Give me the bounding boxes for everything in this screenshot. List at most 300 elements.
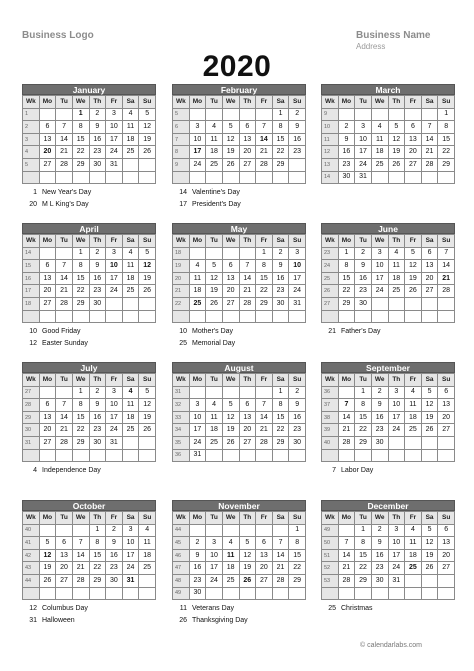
day-cell: 16 xyxy=(89,133,106,146)
day-cell: 29 xyxy=(272,158,289,171)
empty-cell xyxy=(72,587,89,600)
holiday-item xyxy=(324,603,373,615)
week-number: 2 xyxy=(23,121,40,134)
week-number: 12 xyxy=(322,146,339,159)
day-cell: 10 xyxy=(355,133,372,146)
holiday-date: 17 xyxy=(179,201,187,208)
weekday-header-row xyxy=(23,374,156,387)
day-cell: 14 xyxy=(56,411,73,424)
empty-cell xyxy=(239,524,256,537)
empty-cell xyxy=(222,524,239,537)
day-cell: 15 xyxy=(438,133,455,146)
day-cell: 25 xyxy=(122,146,139,159)
weekday-header: We xyxy=(72,374,89,387)
business-name: Business Name xyxy=(356,30,431,41)
empty-cell xyxy=(139,158,156,171)
day-cell: 6 xyxy=(256,537,273,550)
day-cell: 28 xyxy=(56,158,73,171)
day-cell: 29 xyxy=(72,436,89,449)
empty-cell xyxy=(289,310,306,323)
month-table xyxy=(321,511,455,600)
empty-cell xyxy=(289,587,306,600)
day-cell: 20 xyxy=(438,411,455,424)
day-cell: 1 xyxy=(89,524,106,537)
day-cell: 13 xyxy=(39,133,56,146)
day-cell: 3 xyxy=(206,537,223,550)
day-cell: 23 xyxy=(189,574,206,587)
day-cell: 6 xyxy=(405,121,422,134)
day-cell: 11 xyxy=(122,260,139,273)
empty-cell xyxy=(338,524,355,537)
day-cell: 18 xyxy=(139,549,156,562)
day-cell: 20 xyxy=(438,549,455,562)
day-cell: 13 xyxy=(438,399,455,412)
day-cell: 11 xyxy=(206,411,223,424)
day-cell: 21 xyxy=(438,272,455,285)
holiday-date: 10 xyxy=(179,328,187,335)
empty-cell xyxy=(239,108,256,121)
day-cell: 28 xyxy=(421,158,438,171)
holiday-item xyxy=(25,603,88,615)
day-cell: 1 xyxy=(355,524,372,537)
day-cell: 7 xyxy=(272,537,289,550)
empty-cell xyxy=(206,524,223,537)
day-cell: 13 xyxy=(256,549,273,562)
empty-cell xyxy=(122,587,139,600)
day-cell: 25 xyxy=(189,297,206,310)
day-cell: 14 xyxy=(239,272,256,285)
week-row xyxy=(173,146,306,159)
week-number xyxy=(23,310,40,323)
week-number: 22 xyxy=(173,297,190,310)
day-cell: 11 xyxy=(189,272,206,285)
day-cell: 8 xyxy=(272,121,289,134)
day-cell: 14 xyxy=(338,411,355,424)
week-row xyxy=(23,133,156,146)
day-cell: 25 xyxy=(371,158,388,171)
weekday-header: Th xyxy=(239,374,256,387)
day-cell: 1 xyxy=(72,247,89,260)
week-row xyxy=(23,449,156,462)
empty-cell xyxy=(438,449,455,462)
weekday-header: Mo xyxy=(189,512,206,525)
week-row xyxy=(322,260,455,273)
empty-cell xyxy=(89,587,106,600)
weekday-header-row xyxy=(173,235,306,248)
day-cell: 16 xyxy=(106,549,123,562)
day-cell: 11 xyxy=(206,133,223,146)
day-cell: 11 xyxy=(371,133,388,146)
day-cell: 29 xyxy=(438,158,455,171)
week-row xyxy=(23,424,156,437)
week-row xyxy=(322,386,455,399)
week-number: 8 xyxy=(173,146,190,159)
empty-cell xyxy=(89,171,106,184)
day-cell: 3 xyxy=(106,247,123,260)
empty-cell xyxy=(405,587,422,600)
empty-cell xyxy=(39,524,56,537)
empty-cell xyxy=(405,449,422,462)
day-cell: 22 xyxy=(438,146,455,159)
weekday-header: Th xyxy=(239,235,256,248)
day-cell: 15 xyxy=(256,272,273,285)
empty-cell xyxy=(421,436,438,449)
weekday-header: Mo xyxy=(39,374,56,387)
weekday-header: Su xyxy=(289,96,306,109)
footer-credit: © calendarlabs.com xyxy=(360,642,422,649)
day-cell: 19 xyxy=(388,146,405,159)
day-cell: 17 xyxy=(122,549,139,562)
week-number: 13 xyxy=(322,158,339,171)
day-cell: 13 xyxy=(39,411,56,424)
day-cell: 27 xyxy=(438,562,455,575)
day-cell: 18 xyxy=(405,411,422,424)
empty-cell xyxy=(388,297,405,310)
day-cell: 14 xyxy=(421,133,438,146)
empty-cell xyxy=(139,574,156,587)
day-cell: 4 xyxy=(222,537,239,550)
day-cell: 1 xyxy=(72,108,89,121)
day-cell: 12 xyxy=(405,260,422,273)
day-cell: 14 xyxy=(438,260,455,273)
day-cell: 22 xyxy=(338,285,355,298)
week-number: 35 xyxy=(173,436,190,449)
week-row xyxy=(173,537,306,550)
day-cell: 5 xyxy=(421,386,438,399)
weekday-header: Wk xyxy=(173,512,190,525)
empty-cell xyxy=(39,386,56,399)
day-cell: 8 xyxy=(256,260,273,273)
holiday-item xyxy=(175,338,235,350)
holiday-date: 7 xyxy=(332,467,336,474)
weekday-header: Su xyxy=(139,235,156,248)
holiday-list xyxy=(175,603,248,627)
holiday-name: Valentine's Day xyxy=(192,189,240,196)
day-cell: 25 xyxy=(405,424,422,437)
month-title: May xyxy=(172,223,306,234)
day-cell: 30 xyxy=(338,171,355,184)
empty-cell xyxy=(122,310,139,323)
weekday-header: Sa xyxy=(421,374,438,387)
empty-cell xyxy=(421,587,438,600)
day-cell: 7 xyxy=(72,537,89,550)
empty-cell xyxy=(388,310,405,323)
day-cell: 15 xyxy=(72,133,89,146)
day-cell: 7 xyxy=(56,260,73,273)
day-cell: 16 xyxy=(89,272,106,285)
day-cell: 23 xyxy=(89,146,106,159)
day-cell: 23 xyxy=(289,146,306,159)
day-cell: 13 xyxy=(405,133,422,146)
day-cell: 28 xyxy=(256,158,273,171)
day-cell: 20 xyxy=(239,424,256,437)
month-title: April xyxy=(22,223,156,234)
week-number: 44 xyxy=(173,524,190,537)
day-cell: 5 xyxy=(222,399,239,412)
day-cell: 24 xyxy=(189,158,206,171)
day-cell: 21 xyxy=(56,146,73,159)
day-cell: 23 xyxy=(338,158,355,171)
empty-cell xyxy=(239,449,256,462)
day-cell: 28 xyxy=(338,436,355,449)
weekday-header: Th xyxy=(89,374,106,387)
day-cell: 7 xyxy=(438,247,455,260)
empty-cell xyxy=(338,108,355,121)
day-cell: 9 xyxy=(289,399,306,412)
empty-cell xyxy=(438,171,455,184)
empty-cell xyxy=(122,158,139,171)
week-row xyxy=(322,272,455,285)
day-cell: 23 xyxy=(371,562,388,575)
weekday-header: Sa xyxy=(421,512,438,525)
holiday-item xyxy=(175,615,248,627)
week-row xyxy=(23,297,156,310)
day-cell: 30 xyxy=(89,436,106,449)
empty-cell xyxy=(421,574,438,587)
holiday-list xyxy=(175,187,241,211)
day-cell: 14 xyxy=(272,549,289,562)
empty-cell xyxy=(371,310,388,323)
day-cell: 11 xyxy=(122,399,139,412)
holiday-name: Father's Day xyxy=(341,328,381,335)
day-cell: 4 xyxy=(388,247,405,260)
day-cell: 24 xyxy=(106,146,123,159)
holiday-list xyxy=(175,326,235,350)
empty-cell xyxy=(189,171,206,184)
day-cell: 26 xyxy=(239,574,256,587)
empty-cell xyxy=(222,310,239,323)
empty-cell xyxy=(222,449,239,462)
week-number: 17 xyxy=(23,285,40,298)
day-cell: 24 xyxy=(388,562,405,575)
day-cell: 6 xyxy=(56,537,73,550)
day-cell: 30 xyxy=(371,436,388,449)
day-cell: 20 xyxy=(56,562,73,575)
week-number xyxy=(322,449,339,462)
empty-cell xyxy=(189,310,206,323)
empty-cell xyxy=(438,297,455,310)
day-cell: 15 xyxy=(72,272,89,285)
holiday-date: 21 xyxy=(328,328,336,335)
day-cell: 17 xyxy=(189,146,206,159)
day-cell: 25 xyxy=(206,436,223,449)
day-cell: 10 xyxy=(122,537,139,550)
holiday-item xyxy=(25,187,91,199)
day-cell: 17 xyxy=(388,411,405,424)
day-cell: 4 xyxy=(122,108,139,121)
empty-cell xyxy=(222,587,239,600)
weekday-header: Su xyxy=(438,512,455,525)
weekday-header: Mo xyxy=(338,96,355,109)
month-table xyxy=(172,95,306,184)
week-number: 9 xyxy=(173,158,190,171)
weekday-header: Sa xyxy=(272,374,289,387)
weekday-header: Mo xyxy=(338,235,355,248)
week-row xyxy=(173,411,306,424)
day-cell: 18 xyxy=(122,411,139,424)
week-number: 44 xyxy=(23,574,40,587)
week-row xyxy=(173,272,306,285)
empty-cell xyxy=(222,171,239,184)
week-row xyxy=(23,158,156,171)
empty-cell xyxy=(438,587,455,600)
week-row xyxy=(23,537,156,550)
day-cell: 24 xyxy=(122,562,139,575)
holiday-date: 20 xyxy=(29,201,37,208)
holiday-name: Veterans Day xyxy=(192,605,235,612)
empty-cell xyxy=(72,171,89,184)
week-row xyxy=(173,549,306,562)
empty-cell xyxy=(371,587,388,600)
week-number: 21 xyxy=(173,285,190,298)
empty-cell xyxy=(122,436,139,449)
month-december xyxy=(321,500,455,600)
weekday-header: We xyxy=(371,235,388,248)
week-number: 9 xyxy=(322,108,339,121)
week-number: 48 xyxy=(173,574,190,587)
day-cell: 11 xyxy=(405,399,422,412)
week-number: 15 xyxy=(23,260,40,273)
day-cell: 30 xyxy=(106,574,123,587)
day-cell: 26 xyxy=(206,297,223,310)
day-cell: 6 xyxy=(438,386,455,399)
holiday-list xyxy=(25,326,88,350)
day-cell: 23 xyxy=(106,562,123,575)
day-cell: 17 xyxy=(289,272,306,285)
day-cell: 8 xyxy=(72,399,89,412)
month-title: January xyxy=(22,84,156,95)
day-cell: 30 xyxy=(371,574,388,587)
day-cell: 26 xyxy=(405,285,422,298)
day-cell: 26 xyxy=(139,424,156,437)
day-cell: 16 xyxy=(289,411,306,424)
day-cell: 29 xyxy=(89,574,106,587)
week-row xyxy=(173,285,306,298)
day-cell: 15 xyxy=(289,549,306,562)
day-cell: 7 xyxy=(338,537,355,550)
day-cell: 1 xyxy=(355,386,372,399)
day-cell: 22 xyxy=(89,562,106,575)
empty-cell xyxy=(206,247,223,260)
holiday-list xyxy=(25,187,91,211)
day-cell: 28 xyxy=(438,285,455,298)
month-april xyxy=(22,223,156,323)
empty-cell xyxy=(56,310,73,323)
empty-cell xyxy=(371,171,388,184)
empty-cell xyxy=(371,449,388,462)
day-cell: 21 xyxy=(256,146,273,159)
day-cell: 27 xyxy=(438,424,455,437)
day-cell: 24 xyxy=(206,574,223,587)
week-row xyxy=(173,108,306,121)
empty-cell xyxy=(388,587,405,600)
day-cell: 24 xyxy=(388,424,405,437)
empty-cell xyxy=(421,108,438,121)
day-cell: 8 xyxy=(438,121,455,134)
day-cell: 2 xyxy=(371,524,388,537)
empty-cell xyxy=(106,171,123,184)
holiday-list xyxy=(324,603,373,615)
week-row xyxy=(322,171,455,184)
day-cell: 29 xyxy=(355,436,372,449)
empty-cell xyxy=(106,449,123,462)
day-cell: 22 xyxy=(72,146,89,159)
day-cell: 5 xyxy=(139,247,156,260)
day-cell: 24 xyxy=(355,158,372,171)
day-cell: 31 xyxy=(106,436,123,449)
day-cell: 15 xyxy=(72,411,89,424)
month-table xyxy=(321,95,455,184)
week-number: 37 xyxy=(322,399,339,412)
day-cell: 27 xyxy=(239,158,256,171)
day-cell: 10 xyxy=(189,411,206,424)
day-cell: 21 xyxy=(56,285,73,298)
empty-cell xyxy=(289,158,306,171)
week-row xyxy=(173,247,306,260)
weekday-header: Su xyxy=(289,374,306,387)
day-cell: 15 xyxy=(355,411,372,424)
empty-cell xyxy=(206,310,223,323)
day-cell: 6 xyxy=(239,121,256,134)
empty-cell xyxy=(206,449,223,462)
empty-cell xyxy=(272,171,289,184)
empty-cell xyxy=(438,436,455,449)
month-title: November xyxy=(172,500,306,511)
week-number: 6 xyxy=(173,121,190,134)
day-cell: 8 xyxy=(355,537,372,550)
day-cell: 10 xyxy=(388,399,405,412)
empty-cell xyxy=(206,587,223,600)
week-row xyxy=(322,310,455,323)
weekday-header-row xyxy=(322,96,455,109)
day-cell: 30 xyxy=(89,158,106,171)
weekday-header: Su xyxy=(289,235,306,248)
day-cell: 10 xyxy=(388,537,405,550)
day-cell: 29 xyxy=(72,297,89,310)
week-number xyxy=(322,587,339,600)
month-title: August xyxy=(172,362,306,373)
week-row xyxy=(322,424,455,437)
empty-cell xyxy=(338,587,355,600)
month-table xyxy=(172,234,306,323)
holiday-item xyxy=(175,187,241,199)
empty-cell xyxy=(39,171,56,184)
day-cell: 17 xyxy=(106,133,123,146)
empty-cell xyxy=(338,386,355,399)
day-cell: 2 xyxy=(89,386,106,399)
month-table xyxy=(22,234,156,323)
day-cell: 16 xyxy=(371,411,388,424)
day-cell: 4 xyxy=(139,524,156,537)
week-row xyxy=(23,310,156,323)
weekday-header: Wk xyxy=(23,96,40,109)
day-cell: 24 xyxy=(189,436,206,449)
day-cell: 18 xyxy=(122,133,139,146)
week-number: 7 xyxy=(173,133,190,146)
day-cell: 29 xyxy=(72,158,89,171)
week-number: 18 xyxy=(23,297,40,310)
day-cell: 14 xyxy=(56,133,73,146)
empty-cell xyxy=(355,449,372,462)
day-cell: 25 xyxy=(139,562,156,575)
weekday-header: Tu xyxy=(206,235,223,248)
week-row xyxy=(322,587,455,600)
weekday-header: Tu xyxy=(206,512,223,525)
holiday-date: 12 xyxy=(29,340,37,347)
day-cell: 16 xyxy=(189,562,206,575)
month-table xyxy=(172,373,306,462)
holiday-item xyxy=(324,326,380,338)
